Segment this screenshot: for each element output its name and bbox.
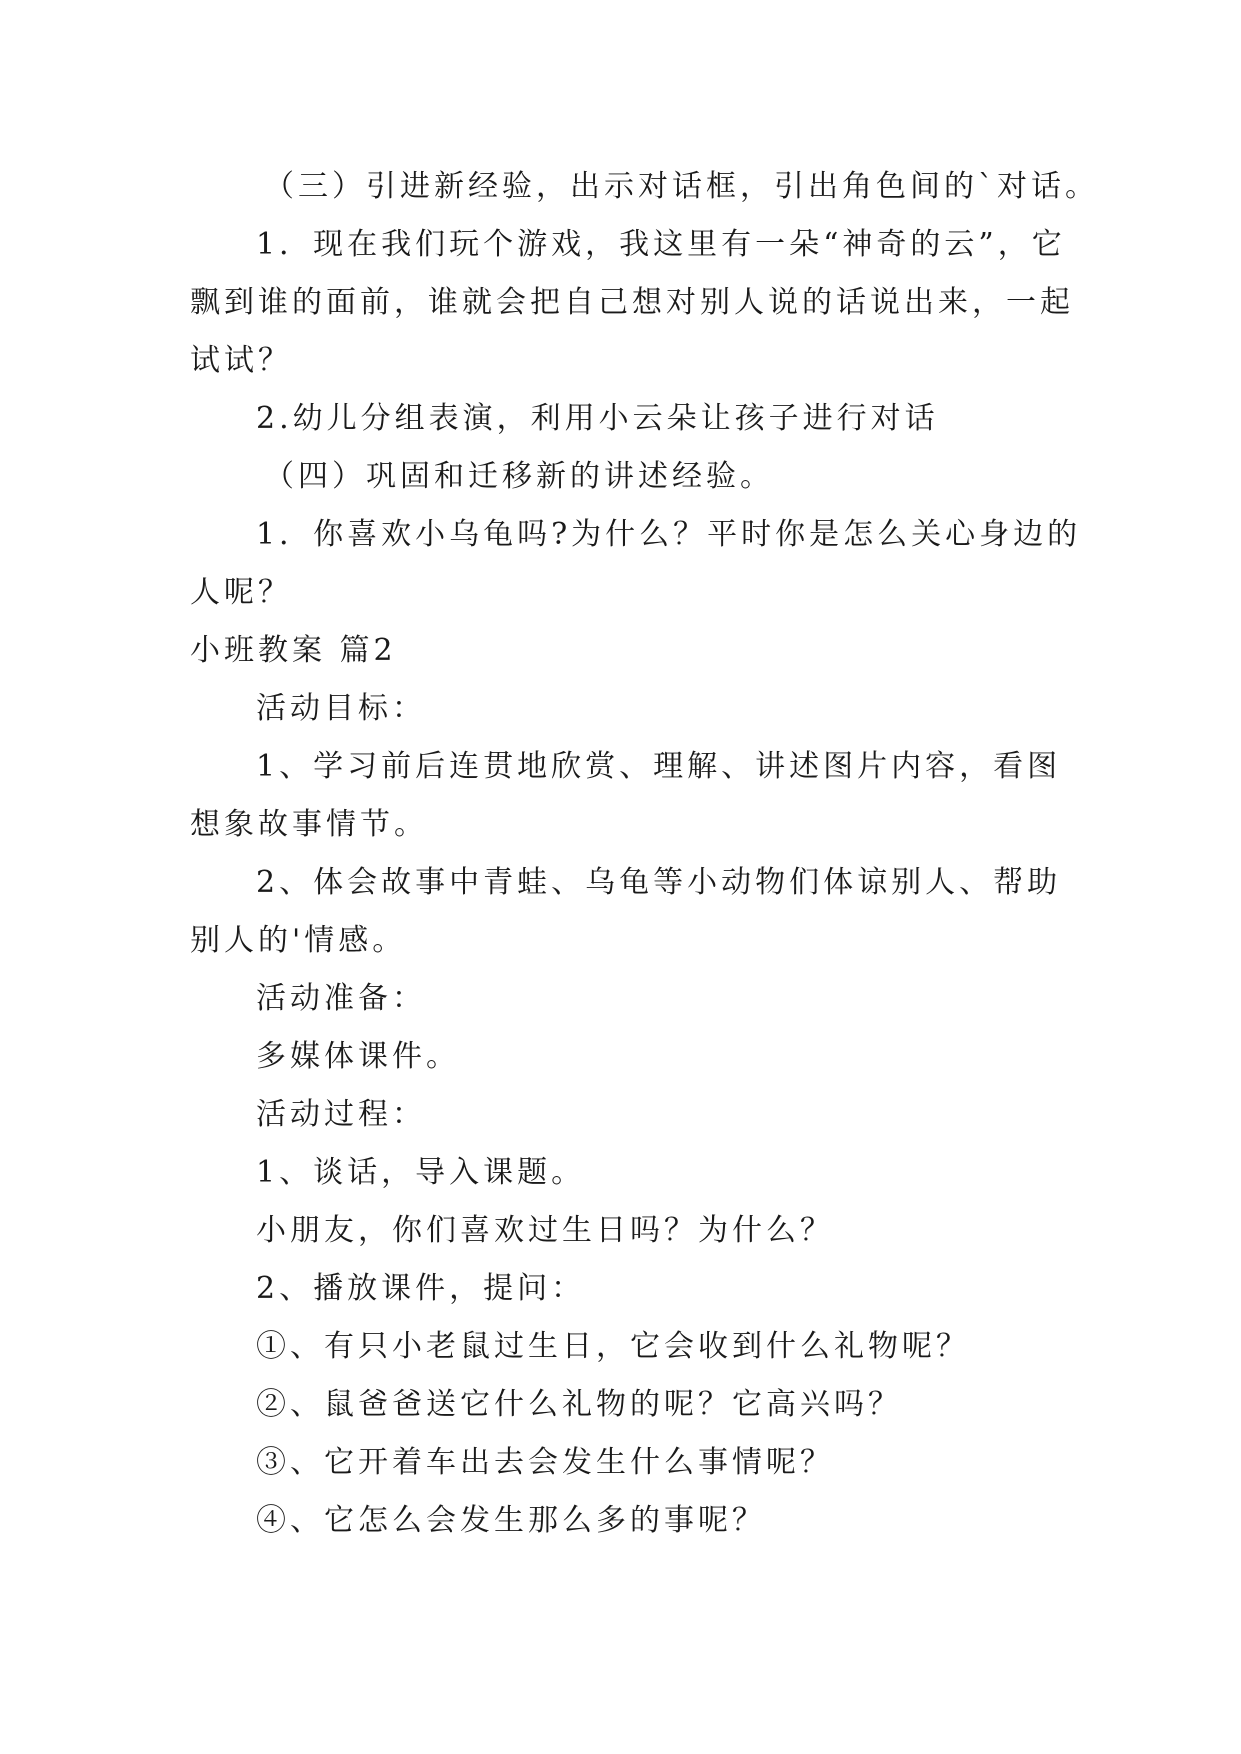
question-item: ②、鼠爸爸送它什么礼物的呢？它高兴吗？	[256, 1387, 902, 1422]
subheading-process: 活动过程：	[256, 1097, 426, 1132]
subheading-preparation: 活动准备：	[256, 981, 426, 1016]
paragraph-line: 1、学习前后连贯地欣赏、理解、讲述图片内容，看图	[256, 749, 1062, 784]
paragraph-line: 人呢？	[190, 575, 292, 610]
paragraph-line: 飘到谁的面前，谁就会把自己想对别人说的话说出来，一起	[190, 285, 1074, 320]
question-item: ④、它怎么会发生那么多的事呢？	[256, 1503, 766, 1538]
paragraph-line: 2、体会故事中青蛙、乌龟等小动物们体谅别人、帮助	[256, 865, 1062, 900]
section-heading-4: （四）巩固和迁移新的讲述经验。	[264, 459, 774, 494]
question-item: ①、有只小老鼠过生日，它会收到什么礼物呢？	[256, 1329, 970, 1364]
article-title: 小班教案 篇2	[190, 633, 397, 668]
paragraph-line: 2.幼儿分组表演，利用小云朵让孩子进行对话	[256, 401, 939, 436]
paragraph-line: 1．现在我们玩个游戏，我这里有一朵“神奇的云”，它	[256, 227, 1066, 262]
paragraph-line: 想象故事情节。	[190, 807, 428, 842]
document-body	[190, 158, 1099, 1550]
paragraph-line: 2、播放课件，提问：	[256, 1271, 586, 1306]
paragraph-line: 1、谈话，导入课题。	[256, 1155, 586, 1190]
paragraph-line: 试试？	[190, 343, 292, 378]
paragraph-line: 小朋友，你们喜欢过生日吗？为什么？	[256, 1213, 834, 1248]
paragraph-line: 多媒体课件。	[256, 1039, 460, 1074]
question-item: ③、它开着车出去会发生什么事情呢？	[256, 1445, 834, 1480]
paragraph-line: 别人的'情感。	[190, 923, 407, 958]
paragraph-line: 1．你喜欢小乌龟吗?为什么？平时你是怎么关心身边的	[256, 517, 1082, 552]
subheading-goals: 活动目标：	[256, 691, 426, 726]
section-heading-3: （三）引进新经验，出示对话框，引出角色间的`对话。	[264, 169, 1099, 204]
